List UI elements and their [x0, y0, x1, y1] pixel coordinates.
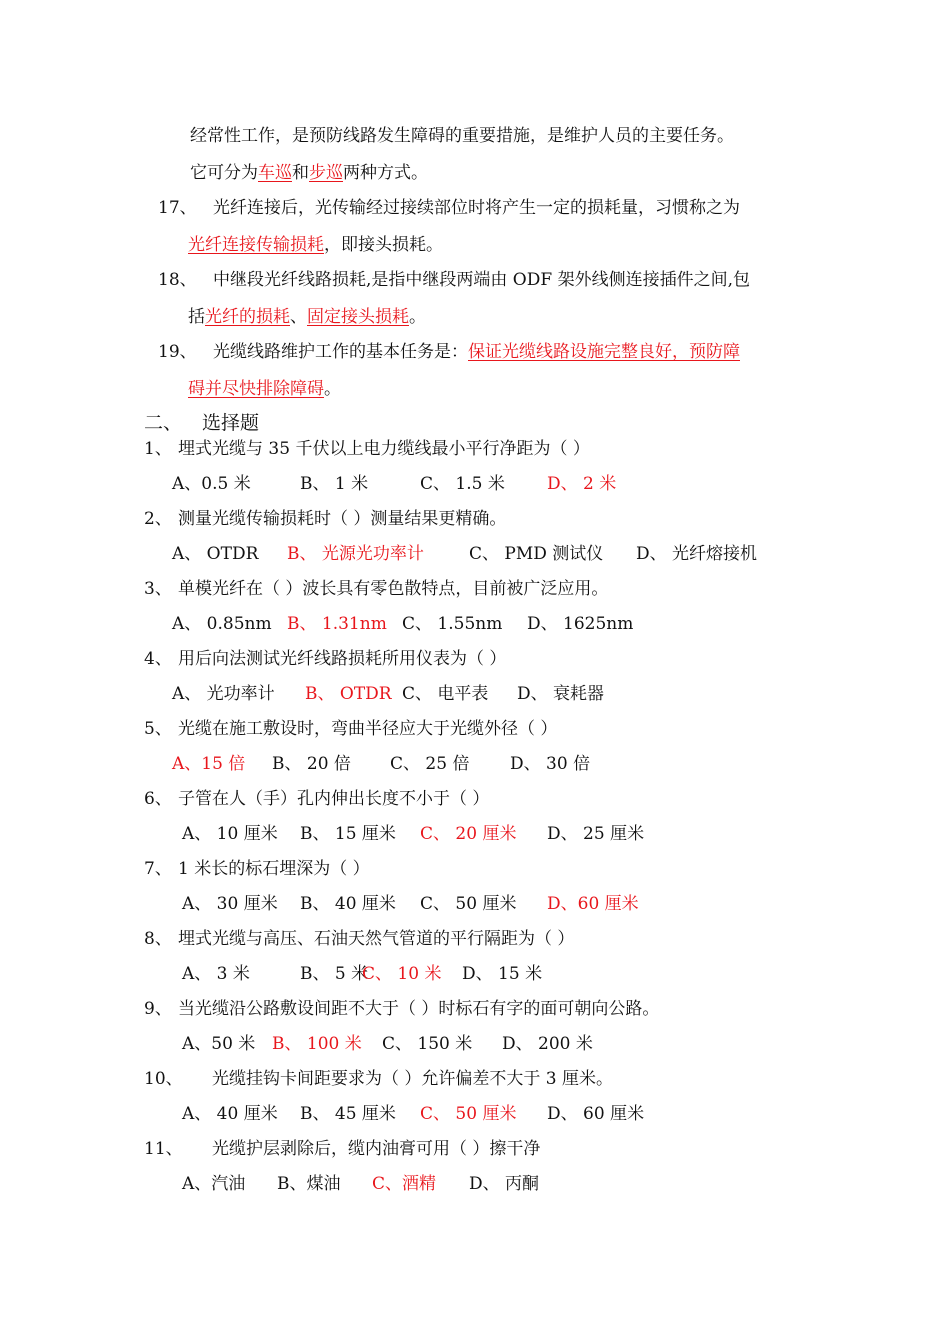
question-1-stem: 埋式光缆与 35 千伏以上电力缆线最小平行净距为（ ） — [178, 439, 590, 459]
q19-line2: 碍并尽快排除障碍。 — [188, 379, 341, 399]
question-7-option-a: A、 30 厘米 — [182, 894, 278, 914]
question-6-number: 6、 — [144, 789, 172, 809]
q16-line1: 经常性工作，是预防线路发生障碍的重要措施，是维护人员的主要任务。 — [190, 126, 734, 146]
question-1-option-d: D、 2 米 — [547, 474, 617, 494]
question-2-option-d: D、 光纤熔接机 — [636, 544, 758, 564]
question-1-number: 1、 — [144, 439, 172, 459]
question-11-option-c: C、酒精 — [372, 1174, 437, 1194]
q17-answer: 光纤连接传输损耗 — [188, 235, 324, 255]
question-7-number: 7、 — [144, 859, 172, 879]
question-11-option-d: D、 丙酮 — [469, 1174, 540, 1194]
question-4-option-c: C、 电平表 — [402, 684, 489, 704]
q17-line2: 光纤连接传输损耗，即接头损耗。 — [188, 235, 443, 255]
question-9-option-c: C、 150 米 — [382, 1034, 473, 1054]
question-3-option-d: D、 1625nm — [527, 614, 634, 634]
question-10-number: 10、 — [144, 1069, 183, 1089]
question-4-option-b: B、 OTDR — [305, 684, 392, 704]
q18-number: 18、 — [158, 270, 197, 290]
question-10-option-a: A、 40 厘米 — [182, 1104, 278, 1124]
question-9-stem: 当光缆沿公路敷设间距不大于（ ）时标石有字的面可朝向公路。 — [178, 999, 660, 1019]
question-8-option-b: B、 5 米 — [300, 964, 369, 984]
question-3-option-a: A、 0.85nm — [172, 614, 272, 634]
q19-answer-part2: 碍并尽快排除障碍 — [188, 379, 324, 399]
question-11-stem: 光缆护层剥除后，缆内油膏可用（ ）擦干净 — [212, 1139, 541, 1159]
question-8-option-d: D、 15 米 — [462, 964, 543, 984]
question-11-option-a: A、汽油 — [182, 1174, 246, 1194]
q19-number: 19、 — [158, 342, 197, 362]
question-2-option-c: C、 PMD 测试仪 — [469, 544, 604, 564]
question-6-stem: 子管在人（手）孔内伸出长度不小于（ ） — [178, 789, 490, 809]
question-6-option-d: D、 25 厘米 — [547, 824, 645, 844]
question-7-option-c: C、 50 厘米 — [420, 894, 517, 914]
question-1-option-a: A、0.5 米 — [172, 474, 251, 494]
question-8-number: 8、 — [144, 929, 172, 949]
question-4-number: 4、 — [144, 649, 172, 669]
question-3-number: 3、 — [144, 579, 172, 599]
question-2-stem: 测量光缆传输损耗时（ ）测量结果更精确。 — [178, 509, 507, 529]
question-9-option-b: B、 100 米 — [272, 1034, 362, 1054]
q17-line1: 光纤连接后，光传输经过接续部位时将产生一定的损耗量，习惯称之为 — [213, 198, 740, 218]
question-11-option-b: B、煤油 — [277, 1174, 341, 1194]
q18-line1: 中继段光纤线路损耗,是指中继段两端由 ODF 架外线侧连接插件之间,包 — [213, 270, 750, 290]
question-3-stem: 单模光纤在（ ）波长具有零色散特点，目前被广泛应用。 — [178, 579, 609, 599]
question-6-option-c: C、 20 厘米 — [420, 824, 517, 844]
question-4-stem: 用后向法测试光纤线路损耗所用仪表为（ ） — [178, 649, 507, 669]
question-5-option-d: D、 30 倍 — [510, 754, 591, 774]
question-5-option-b: B、 20 倍 — [272, 754, 351, 774]
question-8-option-a: A、 3 米 — [182, 964, 250, 984]
question-7-stem: 1 米长的标石埋深为（ ） — [178, 859, 370, 879]
q18-answer-2: 固定接头损耗 — [307, 307, 409, 327]
question-3-option-c: C、 1.55nm — [402, 614, 503, 634]
question-9-option-d: D、 200 米 — [502, 1034, 593, 1054]
question-5-stem: 光缆在施工敷设时，弯曲半径应大于光缆外径（ ） — [178, 719, 558, 739]
question-8-stem: 埋式光缆与高压、石油天然气管道的平行隔距为（ ） — [178, 929, 575, 949]
question-5-option-a: A、15 倍 — [172, 754, 246, 774]
question-10-stem: 光缆挂钩卡间距要求为（ ）允许偏差不大于 3 厘米。 — [212, 1069, 614, 1089]
q19-answer-part1: 保证光缆线路设施完整良好，预防障 — [468, 342, 740, 362]
q16-answer-2: 步巡 — [309, 163, 343, 183]
q16-line2: 它可分为车巡和步巡两种方式。 — [190, 163, 428, 183]
q18-answer-1: 光纤的损耗 — [205, 307, 290, 327]
q16-answer-1: 车巡 — [258, 163, 292, 183]
section-number: 二、 — [144, 412, 183, 434]
question-7-option-b: B、 40 厘米 — [300, 894, 396, 914]
question-11-number: 11、 — [144, 1139, 183, 1159]
question-1-option-b: B、 1 米 — [300, 474, 369, 494]
question-10-option-c: C、 50 厘米 — [420, 1104, 517, 1124]
question-10-option-b: B、 45 厘米 — [300, 1104, 396, 1124]
question-6-option-a: A、 10 厘米 — [182, 824, 278, 844]
question-7-option-d: D、60 厘米 — [547, 894, 639, 914]
question-5-option-c: C、 25 倍 — [390, 754, 470, 774]
section-title: 选择题 — [202, 412, 260, 434]
question-9-number: 9、 — [144, 999, 172, 1019]
question-6-option-b: B、 15 厘米 — [300, 824, 396, 844]
question-4-option-d: D、 衰耗器 — [517, 684, 605, 704]
q18-line2: 括光纤的损耗、固定接头损耗。 — [188, 307, 426, 327]
q17-number: 17、 — [158, 198, 197, 218]
question-5-number: 5、 — [144, 719, 172, 739]
question-9-option-a: A、50 米 — [182, 1034, 256, 1054]
question-10-option-d: D、 60 厘米 — [547, 1104, 645, 1124]
question-2-option-b: B、 光源光功率计 — [287, 544, 424, 564]
question-4-option-a: A、 光功率计 — [172, 684, 275, 704]
question-2-number: 2、 — [144, 509, 172, 529]
question-2-option-a: A、 OTDR — [172, 544, 259, 564]
q19-line1: 光缆线路维护工作的基本任务是：保证光缆线路设施完整良好，预防障 — [213, 342, 740, 362]
question-1-option-c: C、 1.5 米 — [420, 474, 505, 494]
section-heading — [144, 411, 259, 435]
question-3-option-b: B、 1.31nm — [287, 614, 387, 634]
question-8-option-c: C、 10 米 — [362, 964, 442, 984]
